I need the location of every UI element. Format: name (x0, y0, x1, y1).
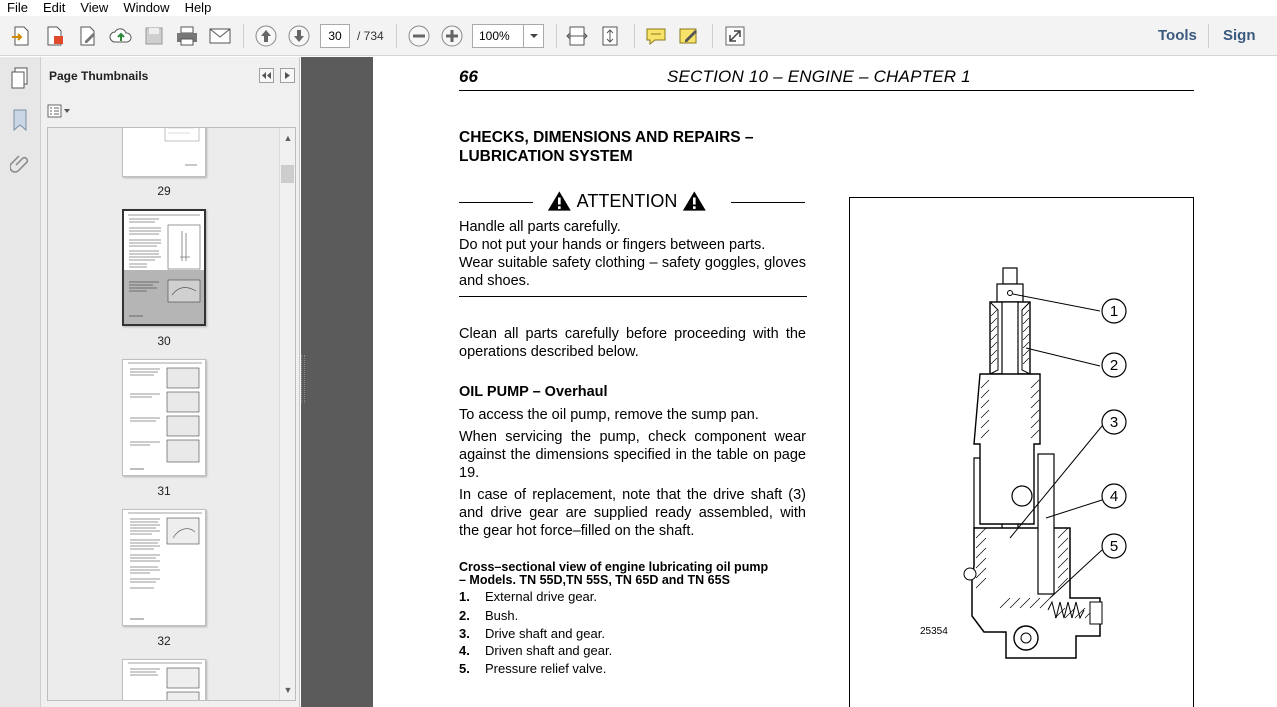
attention-rule-left (459, 202, 533, 203)
legend-text: External drive gear. (485, 589, 598, 604)
page-number-input[interactable]: 30 (320, 24, 350, 48)
section-title-line-2: LUBRICATION SYSTEM (459, 148, 633, 165)
previous-page-icon[interactable] (253, 23, 279, 49)
thumbnail-label: 30 (157, 334, 171, 348)
attention-label: ATTENTION (576, 190, 678, 211)
expand-icon[interactable] (722, 23, 748, 49)
callout-2: 2 (1109, 357, 1119, 374)
edit-pdf-icon[interactable] (75, 23, 101, 49)
zoom-select[interactable] (472, 24, 544, 48)
panel-resize-handle[interactable] (301, 355, 305, 403)
thumbnail-page-32[interactable] (122, 509, 206, 626)
options-icon[interactable] (47, 103, 73, 119)
fit-page-icon[interactable] (597, 23, 623, 49)
warning-icon (682, 189, 707, 213)
legend-number: 1. (459, 589, 470, 604)
toolbar-separator (712, 24, 713, 48)
intro-paragraph: Clean all parts carefully before proceeding with the operations described below. (459, 326, 806, 360)
callout-4: 4 (1109, 488, 1119, 505)
zoom-in-icon[interactable] (439, 23, 465, 49)
legend-item (459, 643, 612, 659)
chevron-down-icon[interactable] (523, 25, 543, 47)
toolbar-separator (634, 24, 635, 48)
scroll-up-icon[interactable]: ▲ (283, 133, 293, 143)
warning-icon (547, 189, 572, 213)
attachments-icon[interactable] (7, 150, 33, 176)
attention-rule-bottom (459, 296, 807, 297)
fit-width-icon[interactable] (564, 23, 590, 49)
tools-button[interactable]: Tools (1158, 27, 1197, 44)
email-icon[interactable] (207, 23, 233, 49)
oil-pump-figure (849, 197, 1194, 707)
toolbar-separator (243, 24, 244, 48)
expand-panel-icon[interactable] (280, 68, 295, 83)
attention-line: Wear suitable safety clothing – safety goggles, gloves and shoes. (459, 255, 806, 289)
legend-number: 2. (459, 608, 470, 623)
legend-number: 4. (459, 643, 470, 658)
create-pdf-icon[interactable] (8, 23, 34, 49)
thumbnail-page-31[interactable] (122, 359, 206, 476)
page-total-label: / 734 (357, 29, 384, 43)
legend-text: Bush. (485, 608, 519, 623)
page-header-title: SECTION 10 – ENGINE – CHAPTER 1 (667, 67, 971, 86)
paragraph: To access the oil pump, remove the sump pan. (459, 407, 759, 423)
attention-line: Do not put your hands or fingers between parts. (459, 237, 766, 253)
menu-window[interactable]: Window (123, 0, 170, 15)
legend-number: 3. (459, 626, 470, 641)
main-toolbar (0, 16, 1277, 56)
thumbnail-page-33[interactable] (122, 659, 206, 701)
bookmark-icon[interactable] (7, 107, 33, 133)
attention-banner (547, 188, 707, 214)
legend-number: 5. (459, 661, 470, 676)
highlight-icon[interactable] (676, 23, 702, 49)
scrollbar-thumb[interactable] (281, 165, 294, 183)
legend-item (459, 661, 606, 677)
figure-caption (459, 561, 809, 587)
menu-help[interactable]: Help (184, 0, 212, 15)
menu-edit[interactable]: Edit (42, 0, 66, 15)
thumbnail-page-30[interactable] (122, 209, 206, 326)
panel-title: Page Thumbnails (49, 69, 149, 83)
thumbnail-page-29[interactable] (122, 127, 206, 177)
menu-file[interactable]: File (7, 0, 28, 15)
legend-text: Pressure relief valve. (485, 661, 607, 676)
save-icon[interactable] (141, 23, 167, 49)
print-icon[interactable] (174, 23, 200, 49)
header-rule (459, 90, 1194, 91)
page-number: 66 (459, 67, 478, 86)
attention-rule-right (731, 202, 805, 203)
collapse-panel-icon[interactable] (259, 68, 274, 83)
next-page-icon[interactable] (286, 23, 312, 49)
combine-files-icon[interactable] (42, 23, 68, 49)
scroll-down-icon[interactable]: ▼ (283, 685, 293, 695)
legend-item (459, 608, 518, 624)
legend-text: Drive shaft and gear. (485, 626, 605, 641)
callout-5: 5 (1109, 538, 1119, 555)
figure-code: 25354 (920, 626, 948, 637)
subheading: OIL PUMP – Overhaul (459, 384, 608, 400)
thumbnail-label: 32 (157, 634, 171, 648)
oil-pump-drawing (850, 198, 1193, 707)
navigation-rail (0, 57, 41, 707)
thumbnail-label: 31 (157, 484, 171, 498)
sign-button[interactable]: Sign (1223, 27, 1256, 44)
comment-icon[interactable] (643, 23, 669, 49)
caption-line: Cross–sectional view of engine lubricating oil pump (459, 560, 769, 574)
attention-text (459, 218, 806, 290)
attention-line: Handle all parts carefully. (459, 219, 621, 235)
pdf-page (373, 57, 1277, 707)
section-title (459, 128, 754, 166)
callout-1: 1 (1109, 303, 1119, 320)
thumbnail-scrollbar[interactable] (279, 128, 295, 700)
legend-item (459, 626, 605, 642)
menu-bar (0, 0, 1277, 16)
toolbar-separator (396, 24, 397, 48)
callout-3: 3 (1109, 414, 1119, 431)
paragraph: In case of replacement, note that the drive shaft (3) and drive gear are supplied ready assembled, with the gear hot force–filled on the shaft. (459, 487, 806, 539)
cloud-upload-icon[interactable] (108, 23, 134, 49)
thumbnail-label: 29 (157, 184, 171, 198)
legend-text: Driven shaft and gear. (485, 643, 613, 658)
toolbar-separator (1208, 24, 1209, 48)
zoom-out-icon[interactable] (406, 23, 432, 49)
section-title-line-1: CHECKS, DIMENSIONS AND REPAIRS – (459, 129, 754, 146)
page-thumbnails-icon[interactable] (7, 65, 33, 91)
caption-line: – Models. TN 55D,TN 55S, TN 65D and TN 65S (459, 573, 730, 587)
zoom-value: 100% (479, 29, 510, 43)
thumbnails-panel (41, 57, 300, 707)
toolbar-separator (556, 24, 557, 48)
thumbnail-list (47, 127, 296, 701)
paragraph: When servicing the pump, check component wear against the dimensions specified in the table on page 19. (459, 429, 806, 481)
menu-view[interactable]: View (80, 0, 109, 15)
legend-item (459, 589, 597, 605)
